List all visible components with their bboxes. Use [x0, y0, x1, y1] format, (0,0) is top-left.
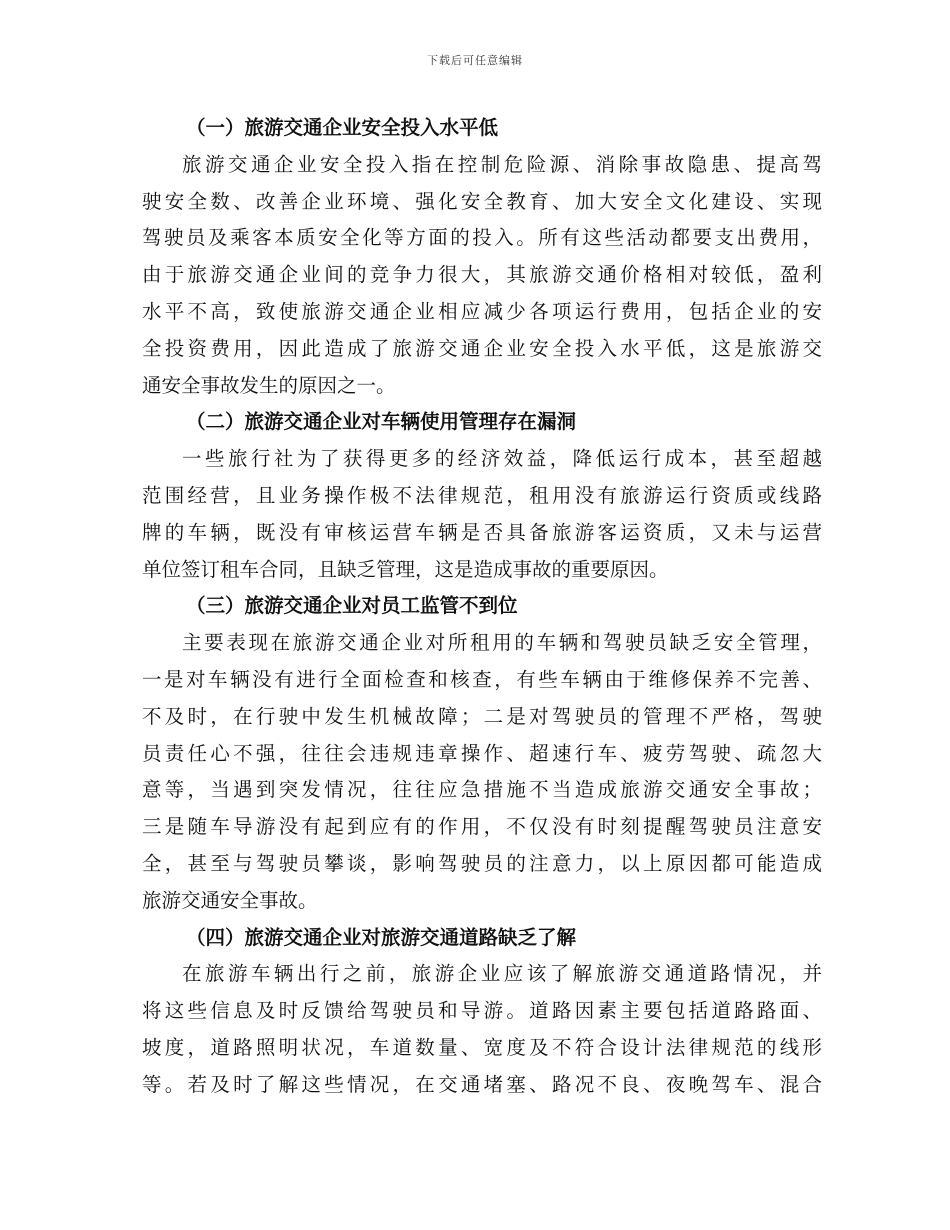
- paragraph-line: 水平不高，致使旅游交通企业相应减少各项运行费用，包括企业的安: [142, 299, 822, 323]
- paragraph-line: 驶安全数、改善企业环境、强化安全教育、加大安全文化建设、实现: [142, 189, 822, 213]
- section-heading-4: （四）旅游交通企业对旅游交通道路缺乏了解: [186, 925, 577, 949]
- section-heading-2: （二）旅游交通企业对车辆使用管理存在漏洞: [186, 410, 577, 434]
- paragraph-line: 旅游交通企业安全投入指在控制危险源、消除事故隐患、提高驾: [182, 152, 822, 176]
- section-heading-3: （三）旅游交通企业对员工监管不到位: [186, 594, 518, 618]
- paragraph-line: 一是对车辆没有进行全面检查和核查，有些车辆由于维修保养不完善、: [142, 667, 822, 691]
- paragraph-line: 坡度，道路照明状况，车道数量、宽度及不符合设计法律规范的线形: [142, 1035, 822, 1059]
- document-body: [142, 110, 822, 1104]
- paragraph-line: 一些旅行社为了获得更多的经济效益，降低运行成本，甚至超越: [182, 447, 822, 471]
- paragraph-line: 全投资费用，因此造成了旅游交通企业安全投入水平低，这是旅游交: [142, 336, 822, 360]
- paragraph-line: 牌的车辆，既没有审核运营车辆是否具备旅游客运资质，又未与运营: [142, 520, 822, 544]
- page-header: 下载后可任意编辑: [427, 54, 523, 67]
- paragraph-line: 范围经营，且业务操作极不法律规范，租用没有旅游运行资质或线路: [142, 483, 822, 507]
- paragraph-line: 主要表现在旅游交通企业对所租用的车辆和驾驶员缺乏安全管理，: [182, 631, 822, 655]
- paragraph-line: 三是随车导游没有起到应有的作用，不仅没有时刻提醒驾驶员注意安: [142, 815, 822, 839]
- paragraph-line: 等。若及时了解这些情况，在交通堵塞、路况不良、夜晚驾车、混合: [142, 1072, 822, 1096]
- paragraph-line: 在旅游车辆出行之前，旅游企业应该了解旅游交通道路情况，并: [182, 962, 822, 986]
- paragraph-line: 由于旅游交通企业间的竞争力很大，其旅游交通价格相对较低，盈利: [142, 263, 822, 287]
- section-heading-1: （一）旅游交通企业安全投入水平低: [186, 116, 499, 139]
- paragraph-line: 旅游交通安全事故。: [142, 888, 318, 912]
- paragraph-line: 员责任心不强，往往会违规违章操作、超速行车、疲劳驾驶、疏忽大: [142, 741, 822, 765]
- paragraph-line: 单位签订租车合同，且缺乏管理，这是造成事故的重要原因。: [142, 557, 669, 581]
- paragraph-line: 通安全事故发生的原因之一。: [142, 373, 396, 397]
- paragraph-line: 驾驶员及乘客本质安全化等方面的投入。所有这些活动都要支出费用，: [142, 226, 822, 250]
- paragraph-line: 不及时，在行驶中发生机械故障；二是对驾驶员的管理不严格，驾驶: [142, 704, 822, 728]
- paragraph-line: 将这些信息及时反馈给驾驶员和导游。道路因素主要包括道路路面、: [142, 999, 822, 1023]
- paragraph-line: 全，甚至与驾驶员攀谈，影响驾驶员的注意力，以上原因都可能造成: [142, 851, 822, 875]
- paragraph-line: 意等，当遇到突发情况，往往应急措施不当造成旅游交通安全事故；: [142, 778, 822, 802]
